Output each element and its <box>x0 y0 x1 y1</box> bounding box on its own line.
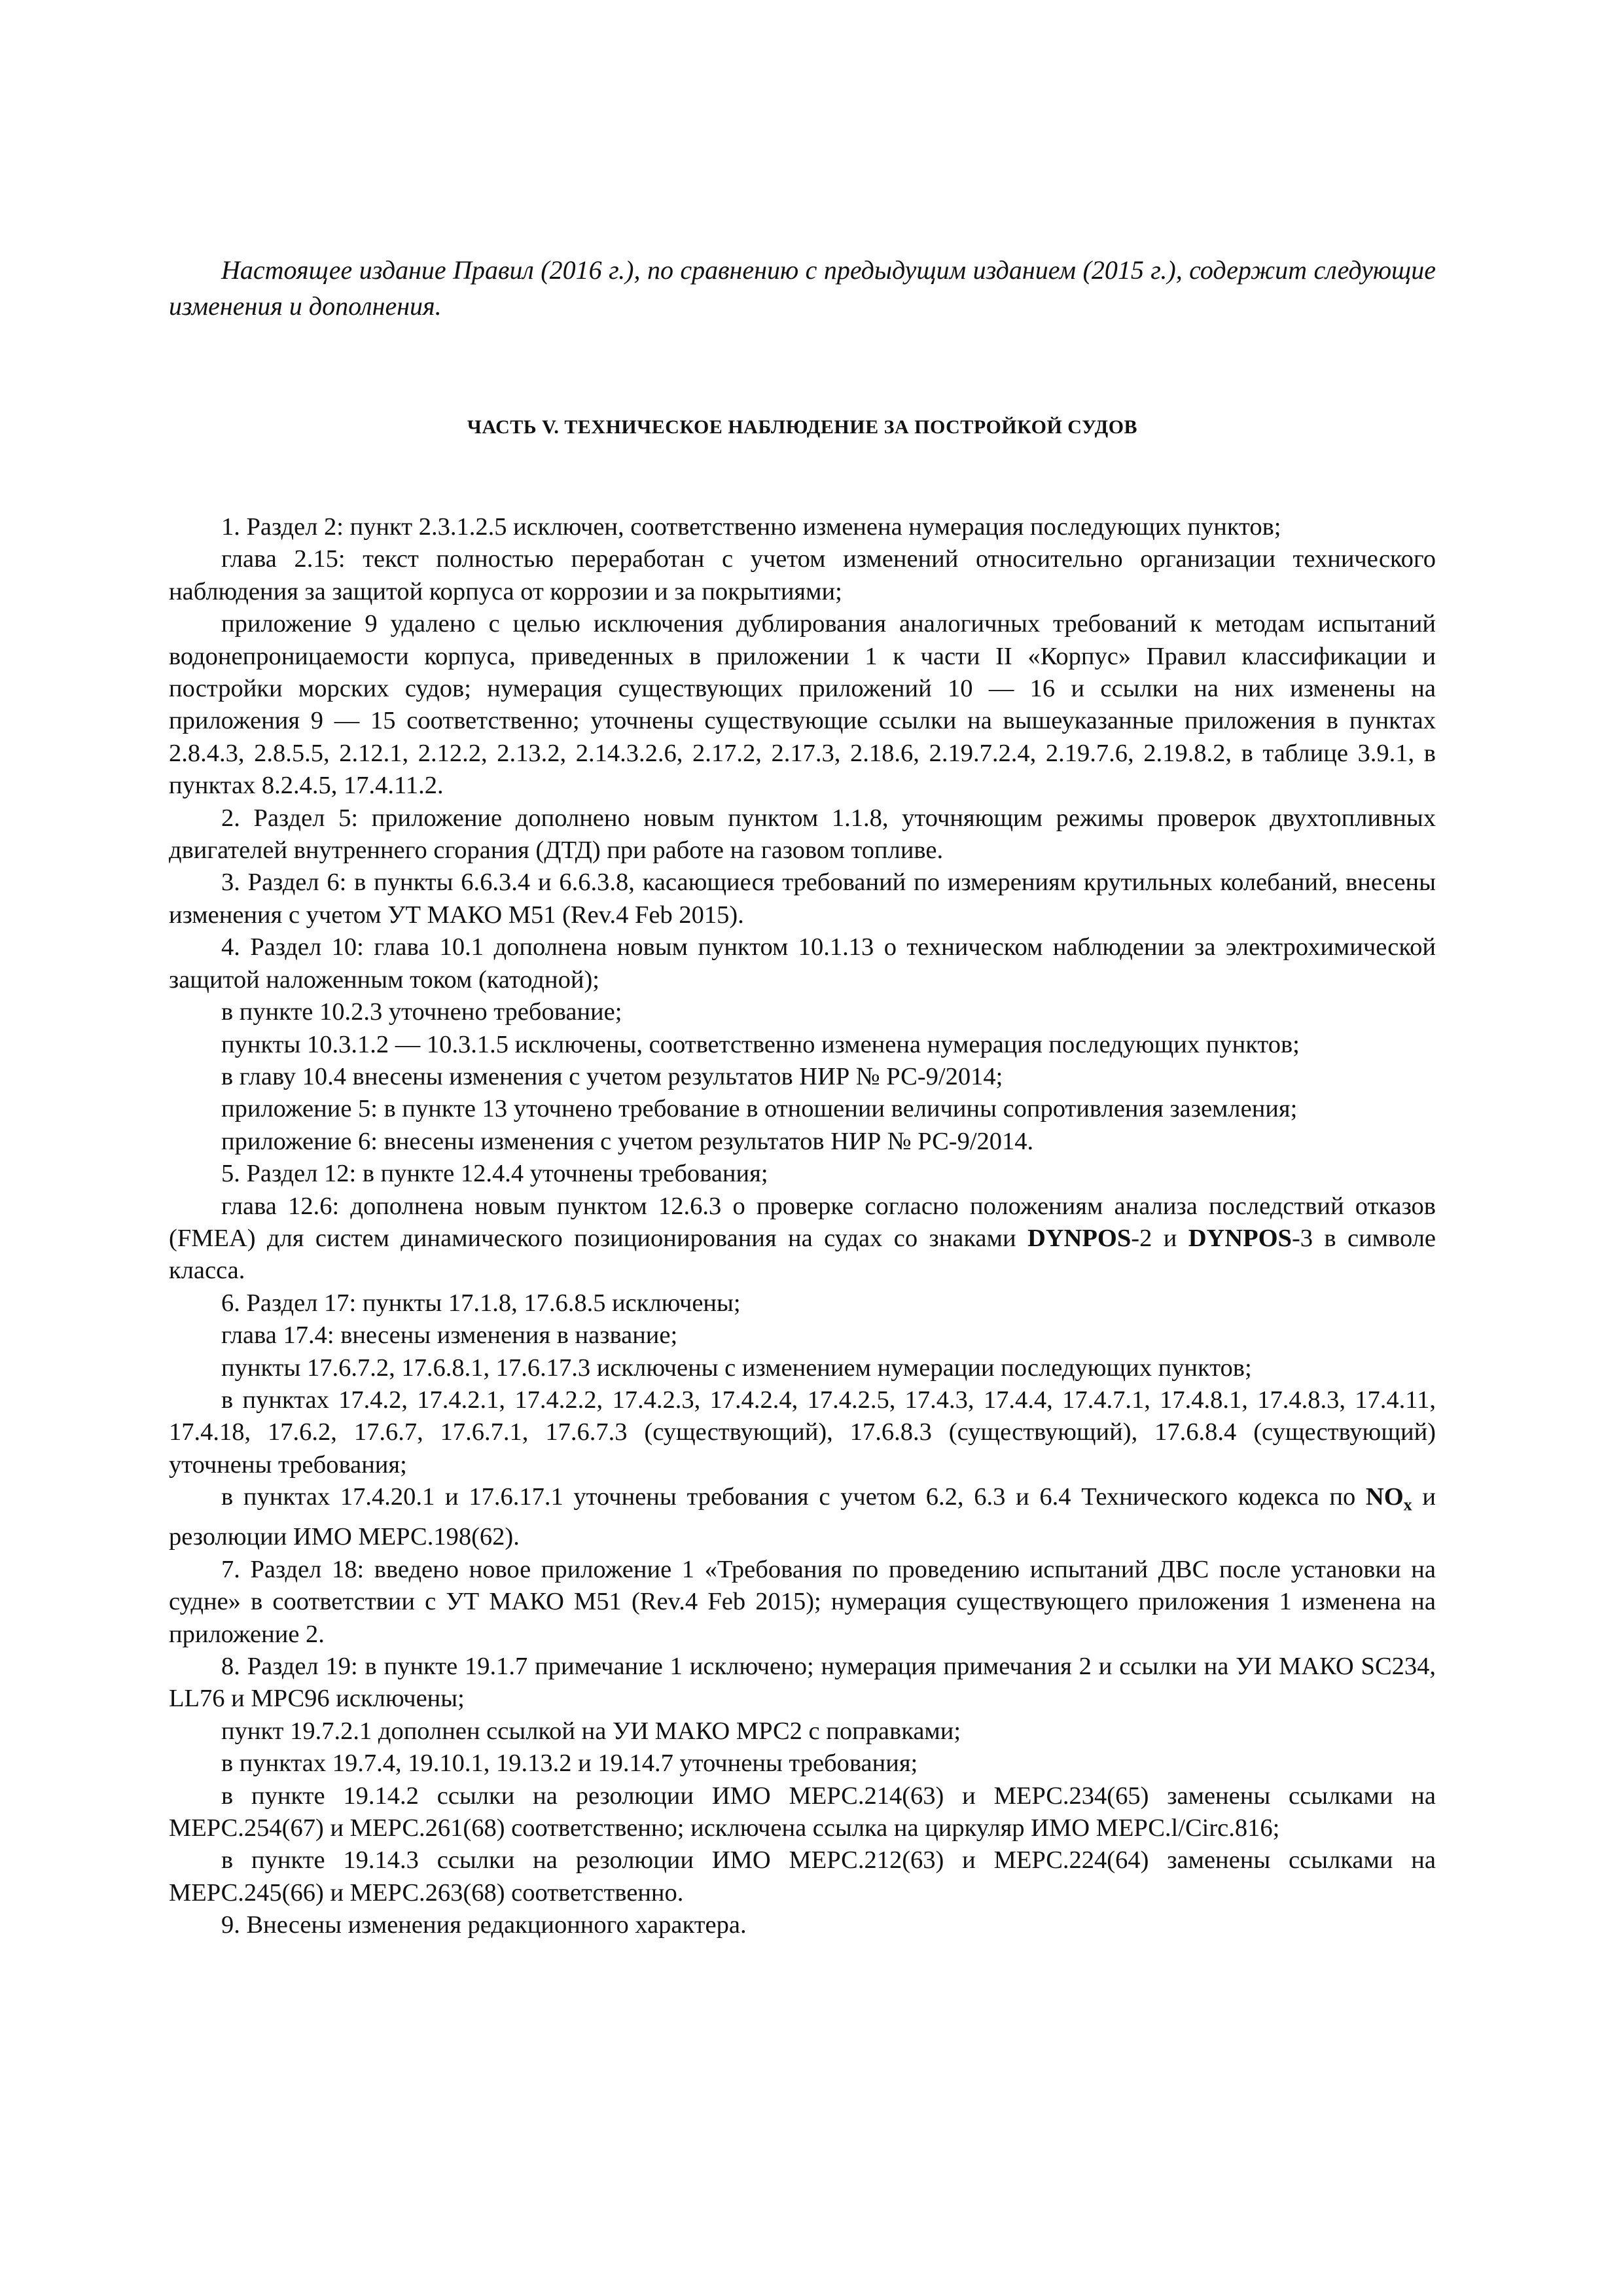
text-run: -3 в символе класса. <box>169 1224 1436 1285</box>
text-run: в пунктах 17.4.20.1 и 17.6.17.1 уточнены требования с учетом 6.2, 6.3 и 6.4 Технического кодекса по <box>221 1483 1366 1511</box>
paragraph-chapter-12-6 <box>169 1191 1436 1287</box>
paragraph-section-19: 8. Раздел 19: в пункте 19.1.7 примечание 1 исключено; нумерация примечания 2 и ссылки на УИ МАКО SC234, LL76 и МРС96 исключены; <box>169 1652 1436 1713</box>
paragraph-19-14-3: в пункте 19.14.3 ссылки на резолюции ИМО МЕРС.212(63) и МЕРС.224(64) заменены ссылками на МЕРС.245(66) и МЕРС.263(68) соответственно. <box>169 1846 1436 1907</box>
text-run: глава 12.6: дополнена новым пунктом 12.6.3 о проверке согласно положениям анализа последствий отказов (FMEA) для систем динамического позиционирования на судах со знаками <box>169 1192 1436 1252</box>
dynpos-mark: DYNPOS <box>1027 1224 1132 1252</box>
paragraph-appendix-9: приложение 9 удалено с целью исключения дублирования аналогичных требований к методам испытаний водонепроницаемости корпуса, приведенных в приложении 1 к части II «Корпус» Правил классификации и постройки морских судов; нумерация существующих приложений 10 — 16 и ссылки на них изменены на приложения 9 — 15 соответственно; уточнены существующие ссылки на вышеуказанные приложения в пунктах 2.8.4.3, 2.8.5.5, 2.12.1, 2.12.2, 2.13.2, 2.14.3.2.6, 2.17.2, 2.17.3, 2.18.6, 2.19.7.2.4, 2.19.7.6, 2.19.8.2, в таблице 3.9.1, в пунктах 8.2.4.5, 17.4.11.2. <box>169 610 1436 800</box>
paragraph-19-7-4: в пунктах 19.7.4, 19.10.1, 19.13.2 и 19.14.7 уточнены требования; <box>221 1749 918 1778</box>
part-heading: ЧАСТЬ V. ТЕХНИЧЕСКОЕ НАБЛЮДЕНИЕ ЗА ПОСТРОЙКОЙ СУДОВ <box>467 416 1138 438</box>
paragraph-section-6: 3. Раздел 6: в пункты 6.6.3.4 и 6.6.3.8, касающиеся требований по измерениям крутильных колебаний, внесены изменения с учетом УТ МАКО М51 (Rev.4 Feb 2015). <box>169 869 1436 929</box>
text-run: -2 и <box>1131 1224 1188 1252</box>
paragraph-section-18: 7. Раздел 18: введено новое приложение 1 «Требования по проведению испытаний ДВС после установки на судне» в соответствии с УТ МАКО М51 (Rev.4 Feb 2015); нумерация существующего приложения 1 изменена на приложение 2. <box>169 1555 1436 1648</box>
text-run: и резолюции ИМО МЕРС.198(62). <box>169 1483 1436 1551</box>
paragraph-appendix-6: приложение 6: внесены изменения с учетом результатов НИР № РС-9/2014. <box>221 1127 1034 1155</box>
paragraph-section-12: 5. Раздел 12: в пункте 12.4.4 уточнены требования; <box>221 1160 768 1188</box>
paragraph-17-4-list: в пунктах 17.4.2, 17.4.2.1, 17.4.2.2, 17.4.2.3, 17.4.2.4, 17.4.2.5, 17.4.3, 17.4.4, 17.4.7.1, 17.4.8.1, 17.4.8.3, 17.4.11, 17.4.18, 17.6.2, 17.6.7, 17.6.7.1, 17.6.7.3 (существующий), 17.6.8.3 (существующий), 17.6.8.4 (существующий) уточнены требования; <box>169 1386 1436 1479</box>
paragraph-10-3-1: пункты 10.3.1.2 — 10.3.1.5 исключены, соответственно изменена нумерация последующих пунктов; <box>221 1030 1300 1058</box>
nox-mark: NO <box>1365 1483 1404 1511</box>
paragraph-17-4-20-1 <box>169 1481 1436 1554</box>
paragraph-chapter-10-4: в главу 10.4 внесены изменения с учетом результатов НИР № РС-9/2014; <box>221 1062 1003 1090</box>
paragraph-chapter-17-4: глава 17.4: внесены изменения в название; <box>221 1321 678 1350</box>
dynpos-mark: DYNPOS <box>1188 1224 1292 1252</box>
nox-subscript: x <box>1403 1495 1412 1515</box>
paragraph-10-2-3: в пункте 10.2.3 уточнено требование; <box>221 998 622 1026</box>
paragraph-section-2: 1. Раздел 2: пункт 2.3.1.2.5 исключен, соответственно изменена нумерация последующих пунктов; <box>221 513 1281 541</box>
paragraph-section-5: 2. Раздел 5: приложение дополнено новым пунктом 1.1.8, уточняющим режимы проверок двухтопливных двигателей внутреннего сгорания (ДТД) при работе на газовом топливе. <box>169 804 1436 865</box>
page-content <box>169 252 1436 1942</box>
paragraph-chapter-2-15: глава 2.15: текст полностью переработан с учетом изменений относительно организации технического наблюдения за защитой корпуса от коррозии и за покрытиями; <box>169 545 1436 605</box>
paragraph-19-14-2: в пункте 19.14.2 ссылки на резолюции ИМО МЕРС.214(63) и МЕРС.234(65) заменены ссылками на МЕРС.254(67) и МЕРС.261(68) соответственно; исключена ссылка на циркуляр ИМО МЕРС.l/Circ.816; <box>169 1782 1436 1842</box>
paragraph-19-7-2-1: пункт 19.7.2.1 дополнен ссылкой на УИ МАКО МРС2 с поправками; <box>221 1717 961 1745</box>
paragraph-section-17: 6. Раздел 17: пункты 17.1.8, 17.6.8.5 исключены; <box>221 1289 741 1317</box>
paragraph-17-6-7-2: пункты 17.6.7.2, 17.6.8.1, 17.6.17.3 исключены с изменением нумерации последующих пунктов; <box>221 1354 1252 1382</box>
paragraph-appendix-5: приложение 5: в пункте 13 уточнено требование в отношении величины сопротивления заземления; <box>221 1095 1298 1123</box>
changes-list <box>169 511 1436 1942</box>
paragraph-editorial: 9. Внесены изменения редакционного характера. <box>221 1911 747 1939</box>
intro-paragraph: Настоящее издание Правил (2016 г.), по сравнению с предыдущим изданием (2015 г.), содержит следующие изменения и дополнения. <box>169 255 1436 321</box>
paragraph-section-10: 4. Раздел 10: глава 10.1 дополнена новым пунктом 10.1.13 о техническом наблюдении за электрохимической защитой наложенным током (катодной); <box>169 933 1436 994</box>
